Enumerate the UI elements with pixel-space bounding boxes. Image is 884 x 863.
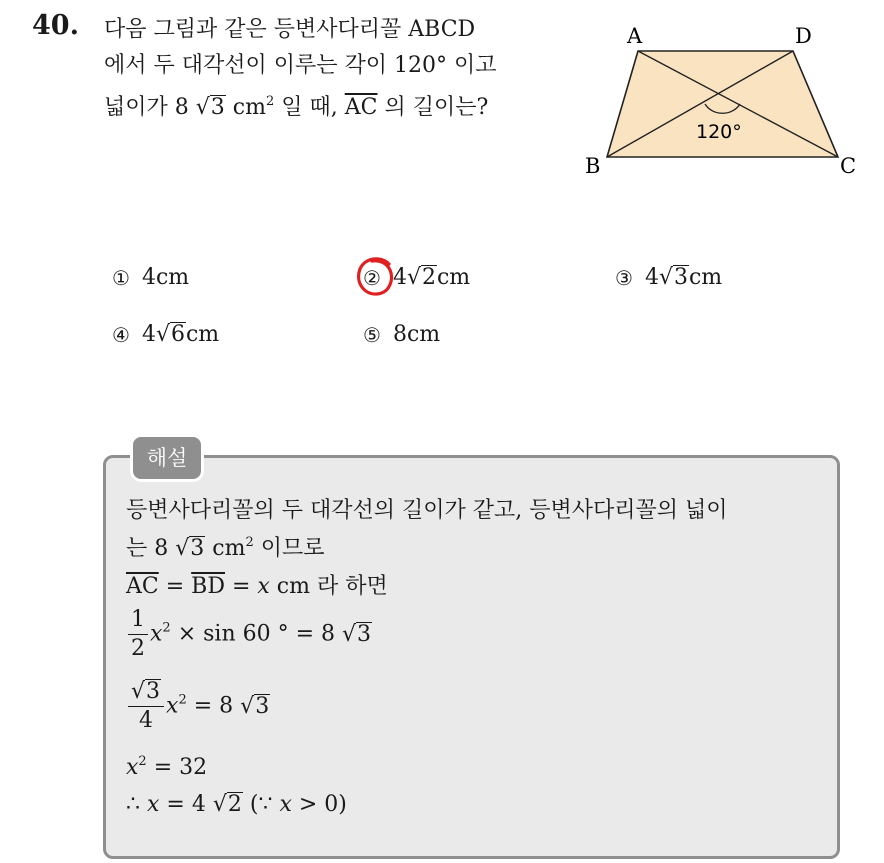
question-number: 40.	[32, 10, 79, 41]
choice-1[interactable]: ① 4 cm	[112, 265, 190, 290]
choice-2[interactable]: ② 4 √2 cm	[363, 265, 471, 290]
question-line-1: 다음 그림과 같은 등변사다리꼴 ABCD	[104, 17, 476, 42]
solution-line-6: $x^2 = 32$	[126, 754, 208, 780]
choice-1-marker: ①	[112, 265, 130, 290]
choice-4-marker: ④	[112, 322, 130, 347]
solution-line-7: ∴ x = 4 √2 (∵ x > 0)	[126, 792, 347, 817]
vertex-label-c: C	[840, 154, 857, 178]
choice-3[interactable]: ③ 4 √3 cm	[615, 265, 723, 290]
solution-line-2: 는 8 √3 $cm^2$ 이므로	[126, 535, 325, 561]
choice-5[interactable]: ⑤ 8 cm	[363, 322, 441, 347]
sqrt-expression: √3	[195, 95, 225, 120]
choice-3-marker: ③	[615, 265, 633, 290]
solution-line-4: $\frac{1}{2}$ $x^2 \times \sin 60$ ° = 8 √3	[126, 606, 372, 663]
answer-circle-icon	[356, 255, 396, 299]
fraction-one-half: $\frac{1}{2}$	[128, 606, 148, 663]
vertex-label-a: A	[627, 24, 643, 48]
question-line-3: 넓이가 8 √3 $cm^2$ 일 때, $\overline{AC}$ 의 길이는?	[104, 84, 574, 126]
segment-ac: $\overline{AC}$	[344, 95, 378, 120]
vertex-label-b: B	[585, 154, 601, 178]
fraction-root3-over-4: $\frac{√3}{4}$	[128, 678, 164, 735]
question-text	[104, 12, 574, 126]
trapezoid-figure	[580, 18, 865, 183]
choice-4[interactable]: ④ 4 √6 cm	[112, 322, 220, 347]
solution-tag: 해설	[130, 434, 204, 482]
solution-line-3: $\overline{AC} = \overline{BD} = x$ cm 라 하면	[126, 574, 388, 599]
solution-line-1: 등변사다리꼴의 두 대각선의 길이가 같고, 등변사다리꼴의 넓이	[126, 498, 728, 523]
choice-2-marker: ②	[363, 265, 381, 290]
choice-5-marker: ⑤	[363, 322, 381, 347]
angle-label: 120°	[696, 121, 742, 143]
solution-line-5: $\frac{√3}{4}$ $x^2 = 8$ √3	[126, 678, 270, 735]
vertex-label-d: D	[795, 24, 812, 48]
question-line-2: 에서 두 대각선이 이루는 각이 120° 이고	[104, 53, 497, 78]
